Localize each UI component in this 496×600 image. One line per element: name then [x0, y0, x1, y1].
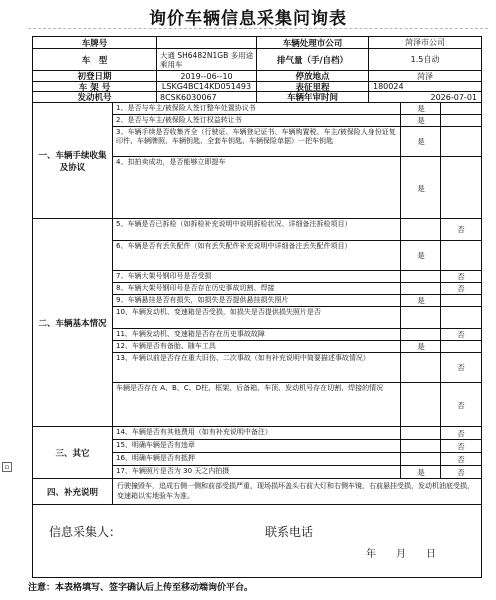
- checklist-row: [113, 466, 481, 479]
- row-text: 5、车辆是否已拆检（如拆检补充说明中说明拆检状况、详细备注拆检项目）: [116, 220, 352, 228]
- checklist-row: [113, 427, 481, 440]
- vin-label: 车 架 号: [33, 82, 157, 92]
- section-other-label: 三、其它: [33, 427, 113, 478]
- no-cell: 否: [440, 219, 481, 240]
- no-cell: 否: [440, 329, 481, 340]
- checklist-row: [113, 353, 481, 383]
- yes-cell: [400, 427, 441, 439]
- no-cell: [440, 241, 481, 270]
- yes-cell: 是: [400, 127, 441, 156]
- yes-cell: 是: [400, 466, 441, 479]
- displacement-value: 1.5自动: [369, 49, 481, 71]
- checklist-row: [113, 440, 481, 453]
- date-field: 年 月 日: [366, 549, 436, 560]
- odometer-label: 表征里程: [257, 82, 369, 92]
- row-text: 6、车辆是否有丢失配件（如有丢失配件补充说明中详细备注丢失配件项目）: [116, 242, 352, 250]
- top-divider: [28, 28, 488, 29]
- registration-date-label: 初登日期: [33, 71, 157, 82]
- yes-cell: [400, 307, 441, 328]
- checklist-row: [113, 283, 481, 295]
- section-vehicle-condition: [33, 219, 481, 427]
- section-vehicle-condition-label: 二、车辆基本情况: [33, 219, 113, 426]
- parking-location-value: 菏泽: [369, 71, 481, 82]
- yes-cell: [400, 329, 441, 340]
- phone-label: 联系电话: [265, 525, 314, 539]
- row-text: 16、明确车辆是否有抵押: [116, 454, 195, 462]
- yes-cell: [400, 271, 441, 282]
- section-supplementary: [33, 479, 481, 505]
- engine-number-label: 发动机号: [33, 92, 157, 103]
- engine-number-value: 8CSK6030067: [157, 92, 257, 103]
- row-text: 1、是否与车主/被保险人签订整车处置协议书: [116, 104, 256, 112]
- office-value: 菏泽市公司: [369, 37, 481, 49]
- row-text: 11、车辆发动机、变速箱是否存在历史事故故障: [116, 330, 265, 338]
- section-procedures: [33, 103, 481, 219]
- row-text: 车辆是否存在 A、B、C、D柱、框架、后备箱、车顶、发动机号存在切割、焊接的情况: [116, 384, 384, 392]
- yes-cell: 是: [400, 103, 441, 114]
- collector-label: 信息采集人：: [49, 525, 122, 539]
- no-cell: 否: [440, 466, 481, 479]
- no-cell: [440, 127, 481, 156]
- yes-cell: [400, 453, 441, 465]
- yes-cell: 是: [400, 241, 441, 270]
- vin-value: LSKG4BC14KD051493: [157, 82, 257, 92]
- row-text: 12、车辆是否有备胎、随车工具: [116, 342, 216, 350]
- parking-location-label: 停放地点: [257, 71, 369, 82]
- annual-inspection-value: 2026-07-01: [369, 92, 481, 103]
- registration-date-value: 2019--06--10: [157, 71, 257, 82]
- checklist-row: [113, 115, 481, 127]
- checklist-row: [113, 127, 481, 157]
- no-cell: [440, 103, 481, 114]
- checklist-row: [113, 295, 481, 307]
- plate-value: [157, 37, 257, 49]
- no-cell: 否: [440, 440, 481, 452]
- no-cell: [440, 307, 481, 328]
- row-text: 15、明确车辆是否有违章: [116, 441, 195, 449]
- checklist-row: [113, 219, 481, 241]
- no-cell: [440, 295, 481, 306]
- row-text: 17、车辆照片是否为 30 天之内拍摄: [116, 467, 230, 475]
- signature-area: [33, 505, 481, 577]
- checklist-row: [113, 307, 481, 329]
- checklist-row: [113, 453, 481, 466]
- no-cell: 否: [440, 383, 481, 427]
- row-text: 2、是否与车主/被保险人签订权益转让书: [116, 116, 242, 124]
- row-text: 9、车辆悬挂是否有损失，如损失是否提供悬挂损失照片: [116, 296, 289, 304]
- yes-cell: 是: [400, 115, 441, 126]
- yes-cell: 是: [400, 295, 441, 306]
- section-supplementary-label: 四、补充说明: [33, 479, 113, 504]
- no-cell: 否: [440, 283, 481, 294]
- yes-cell: 是: [400, 341, 441, 352]
- office-label: 车辆处理市公司: [257, 37, 369, 49]
- no-cell: 否: [440, 453, 481, 465]
- checklist-row: [113, 103, 481, 115]
- yes-cell: [400, 283, 441, 294]
- displacement-label: 排气量（手/自档）: [257, 49, 369, 71]
- inquiry-form-table: [32, 36, 482, 578]
- checklist-row: [113, 329, 481, 341]
- section-other: [33, 427, 481, 479]
- checklist-row: [113, 271, 481, 283]
- yes-cell: 是: [400, 157, 441, 219]
- model-value: 大通 SH6482N1GB 多用途乘用车: [157, 49, 257, 71]
- checklist-row: [113, 241, 481, 271]
- no-cell: 否: [440, 353, 481, 382]
- row-text: 3、车辆手续是否收集齐全（行驶证、车辆登记证书、车辆购置税、车主/被保险人身份证复印件、车辆牌照、车辆钥匙、全套车钥匙、车辆保险单据）一把车钥匙: [116, 128, 396, 145]
- plate-label: 车牌号: [33, 37, 157, 49]
- yes-cell: [400, 383, 441, 427]
- row-text: 10、车辆发动机、变速箱是否受损，如损失是否提供损失照片是否: [116, 308, 321, 316]
- no-cell: [440, 115, 481, 126]
- no-cell: 否: [440, 271, 481, 282]
- footer-note: 注意：本表格填写、签字确认后上传至移动端询价平台。: [28, 583, 254, 593]
- no-cell: [440, 157, 481, 219]
- odometer-value: 180024: [369, 82, 481, 92]
- annual-inspection-label: 车辆年审时间: [257, 92, 369, 103]
- checklist-row: [113, 383, 481, 427]
- yes-cell: [400, 219, 441, 240]
- page-title: 询价车辆信息采集问询表: [149, 9, 347, 29]
- yes-cell: [400, 353, 441, 382]
- row-text: 7、车辆大架号钢印号是否受损: [116, 272, 212, 280]
- checklist-row: [113, 157, 481, 219]
- sheet-marker-icon: ▫: [2, 462, 12, 472]
- row-text: 14、车辆是否有其他费用（如有补充说明中备注）: [116, 428, 272, 436]
- row-text: 8、车辆大架号钢印号是否存在历史事故切割、焊接: [116, 284, 275, 292]
- supplementary-text: 行驶撞毁车，追成右侧一侧和前部受损严重，现场损坏盖头右前大灯和右侧车镜，右前悬挂受损，发动机油底受损，变速箱以实地验车为准。: [117, 482, 474, 500]
- no-cell: [440, 341, 481, 352]
- checklist-row: [113, 341, 481, 353]
- no-cell: 否: [440, 427, 481, 439]
- row-text: 4、扣拍卖成功，是否能够立即提车: [116, 158, 226, 166]
- model-label: 车 型: [33, 49, 157, 71]
- vehicle-info-header: [33, 37, 481, 103]
- section-procedures-label: 一、车辆手续收集及协议: [33, 103, 113, 218]
- yes-cell: [400, 440, 441, 452]
- row-text: 13、车辆以前是否存在重大旧伤、二次事故（如有补充说明中简要描述事故情况）: [116, 354, 370, 362]
